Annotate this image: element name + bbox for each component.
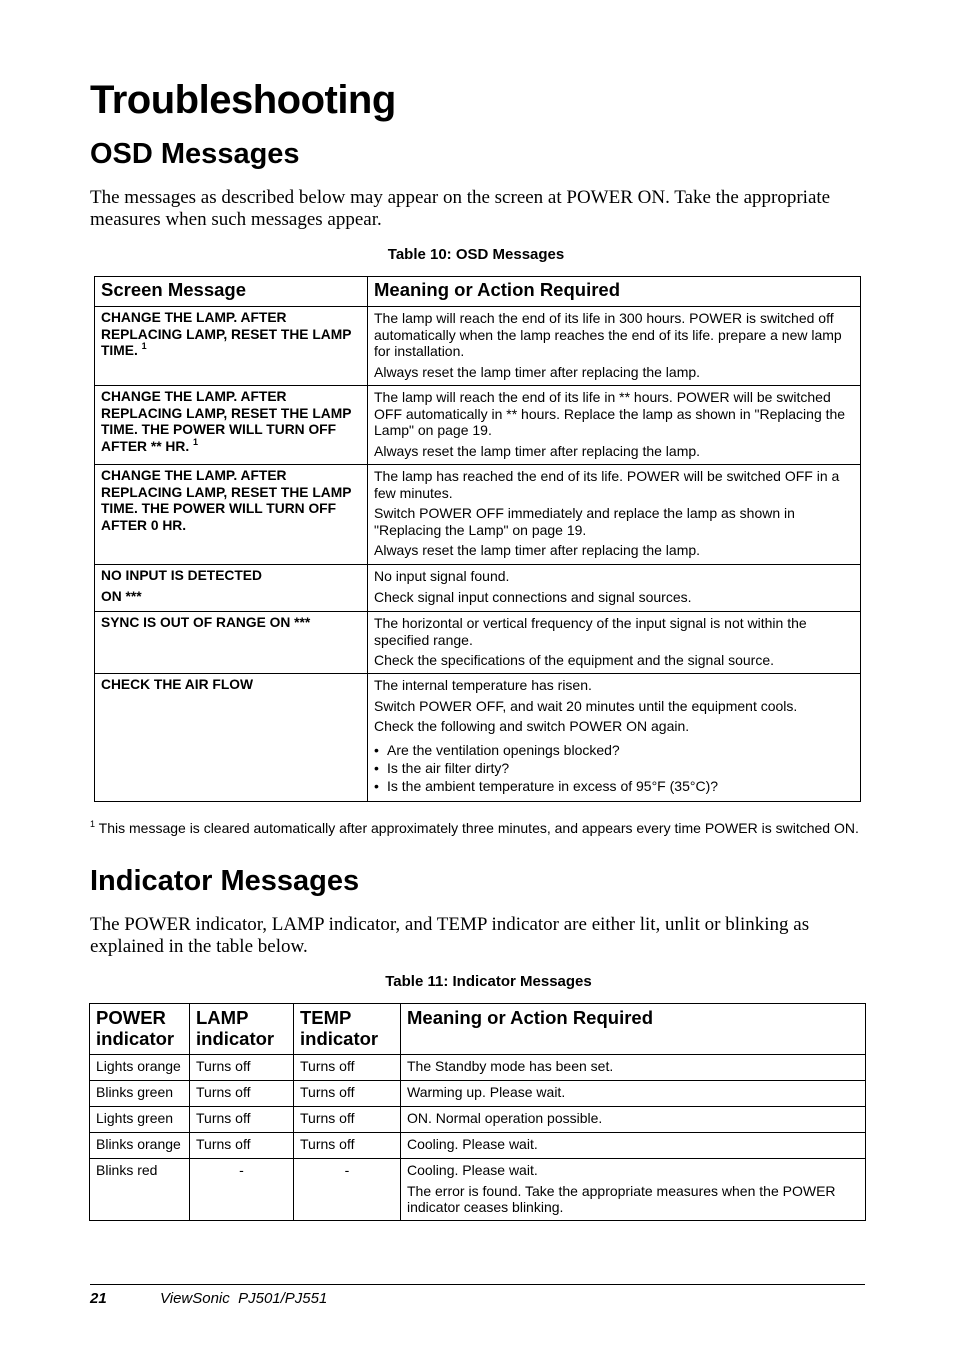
meaning-text: No input signal found. xyxy=(374,568,510,584)
meaning-text: The lamp will reach the end of its life in 300 hours. POWER is switched off automatically when the lamp reaches the end of its life. prepare a new lamp for installation. xyxy=(374,310,842,359)
power-indicator-cell: Blinks red xyxy=(90,1159,190,1221)
screen-message-cell xyxy=(95,565,368,612)
indicator-table-caption: Table 11: Indicator Messages xyxy=(385,973,592,990)
lamp-indicator-cell: Turns off xyxy=(190,1107,294,1133)
screen-message: CHANGE THE LAMP. AFTER REPLACING LAMP, RESET THE LAMP TIME. THE POWER WILL TURN OFF AFTER 0 HR. xyxy=(101,468,352,533)
lamp-indicator-cell: Turns off xyxy=(190,1133,294,1159)
meaning-cell: ON. Normal operation possible. xyxy=(401,1107,866,1133)
screen-message-cell xyxy=(95,674,368,802)
check-list xyxy=(374,741,854,795)
screen-message: CHECK THE AIR FLOW xyxy=(101,677,254,692)
screen-message: CHANGE THE LAMP. AFTER REPLACING LAMP, RESET THE LAMP TIME. xyxy=(101,310,352,358)
temp-indicator-cell: - xyxy=(294,1159,401,1221)
indicator-heading: Indicator Messages xyxy=(90,865,360,897)
meaning-text: Switch POWER OFF immediately and replace the lamp as shown in "Replacing the Lamp" on page 19. xyxy=(374,505,795,538)
page-number: 21 xyxy=(90,1290,107,1307)
lamp-indicator-cell: Turns off xyxy=(190,1081,294,1107)
footnote xyxy=(90,820,860,836)
table-row xyxy=(90,1159,866,1221)
screen-message-cell xyxy=(95,612,368,674)
temp-indicator-cell: Turns off xyxy=(294,1081,401,1107)
meaning-cell xyxy=(368,674,861,802)
column-header: POWER indicator xyxy=(90,1004,190,1055)
table-row xyxy=(90,1081,866,1107)
temp-indicator-cell: Turns off xyxy=(294,1133,401,1159)
table-row xyxy=(95,307,861,386)
column-header: Screen Message xyxy=(95,277,368,307)
meaning-text: The lamp has reached the end of its life. POWER will be switched OFF in a few minutes. xyxy=(374,468,840,501)
indicator-messages-table xyxy=(89,1003,866,1221)
screen-message: SYNC IS OUT OF RANGE ON *** xyxy=(101,615,311,630)
meaning-text: The error is found. Take the appropriate measures when the POWER indicator ceases blinking. xyxy=(407,1182,836,1215)
meaning-text: Always reset the lamp timer after replacing the lamp. xyxy=(374,542,701,558)
meaning-text: Check the following and switch POWER ON again. xyxy=(374,718,690,734)
footnote-marker: 1 xyxy=(193,436,199,447)
power-indicator-cell: Lights green xyxy=(90,1107,190,1133)
meaning-cell: Warming up. Please wait. xyxy=(401,1081,866,1107)
meaning-text: The internal temperature has risen. xyxy=(374,677,592,693)
table-row xyxy=(95,565,861,612)
meaning-text: Always reset the lamp timer after replacing the lamp. xyxy=(374,363,701,380)
meaning-cell: The Standby mode has been set. xyxy=(401,1055,866,1081)
table-row xyxy=(90,1107,866,1133)
temp-indicator-cell: Turns off xyxy=(294,1055,401,1081)
screen-message: CHANGE THE LAMP. AFTER REPLACING LAMP, RESET THE LAMP TIME. THE POWER WILL TURN OFF AFTER ** HR. xyxy=(101,389,352,454)
column-header: TEMP indicator xyxy=(294,1004,401,1055)
column-header: Meaning or Action Required xyxy=(368,277,861,307)
page-title: Troubleshooting xyxy=(90,78,396,122)
column-header: LAMP indicator xyxy=(190,1004,294,1055)
screen-message: ON *** xyxy=(101,588,142,604)
table-row xyxy=(90,1133,866,1159)
table-row xyxy=(95,674,861,802)
temp-indicator-cell: Turns off xyxy=(294,1107,401,1133)
power-indicator-cell: Blinks orange xyxy=(90,1133,190,1159)
table-header-row xyxy=(90,1004,866,1055)
meaning-cell xyxy=(368,386,861,465)
osd-table-caption: Table 10: OSD Messages xyxy=(387,246,565,263)
meaning-cell xyxy=(368,307,861,386)
meaning-text: Always reset the lamp timer after replacing the lamp. xyxy=(374,442,701,459)
screen-message-cell xyxy=(95,465,368,565)
table-row xyxy=(95,465,861,565)
list-item: • Are the ventilation openings blocked? xyxy=(374,741,854,759)
meaning-text: Check signal input connections and signal sources. xyxy=(374,588,692,605)
list-item: • Is the air filter dirty? xyxy=(374,759,854,777)
lamp-indicator-cell: Turns off xyxy=(190,1055,294,1081)
meaning-cell xyxy=(368,612,861,674)
osd-heading: OSD Messages xyxy=(90,138,300,170)
table-row xyxy=(90,1055,866,1081)
meaning-cell: Cooling. Please wait. xyxy=(401,1133,866,1159)
osd-intro: The messages as described below may appear on the screen at POWER ON. Take the appropriate measures when such messages appear. xyxy=(90,187,831,230)
footnote-marker: 1 xyxy=(141,341,147,351)
screen-message-cell xyxy=(95,307,368,386)
footnote-text: This message is cleared automatically after approximately three minutes, and appears every time POWER is switched ON. xyxy=(98,820,859,836)
footer-product-name: ViewSonic PJ501/PJ551 xyxy=(160,1290,328,1307)
meaning-text: The horizontal or vertical frequency of the input signal is not within the specified range. xyxy=(374,615,807,648)
indicator-intro: The POWER indicator, LAMP indicator, and TEMP indicator are either lit, unlit or blinking as explained in the table below. xyxy=(90,914,810,957)
table-row xyxy=(95,386,861,465)
screen-message: NO INPUT IS DETECTED xyxy=(101,568,262,583)
meaning-cell xyxy=(401,1159,866,1221)
lamp-indicator-cell: - xyxy=(190,1159,294,1221)
table-row xyxy=(95,612,861,674)
osd-messages-table xyxy=(94,276,861,802)
meaning-text: The lamp will reach the end of its life in ** hours. POWER will be switched OFF automatically in ** hours. Replace the lamp as shown in "Replacing the Lamp" on page 19. xyxy=(374,389,846,438)
power-indicator-cell: Blinks green xyxy=(90,1081,190,1107)
meaning-cell xyxy=(368,565,861,612)
screen-message-cell xyxy=(95,386,368,465)
meaning-text: Check the specifications of the equipment and the signal source. xyxy=(374,652,775,668)
column-header: Meaning or Action Required xyxy=(401,1004,866,1055)
list-item: • Is the ambient temperature in excess of 95°F (35°C)? xyxy=(374,777,854,795)
meaning-cell xyxy=(368,465,861,565)
footer-divider xyxy=(90,1284,865,1285)
power-indicator-cell: Lights orange xyxy=(90,1055,190,1081)
meaning-text: Cooling. Please wait. xyxy=(407,1162,538,1178)
table-header-row xyxy=(95,277,861,307)
footnote-marker: 1 xyxy=(90,819,96,829)
meaning-text: Switch POWER OFF, and wait 20 minutes until the equipment cools. xyxy=(374,697,798,714)
